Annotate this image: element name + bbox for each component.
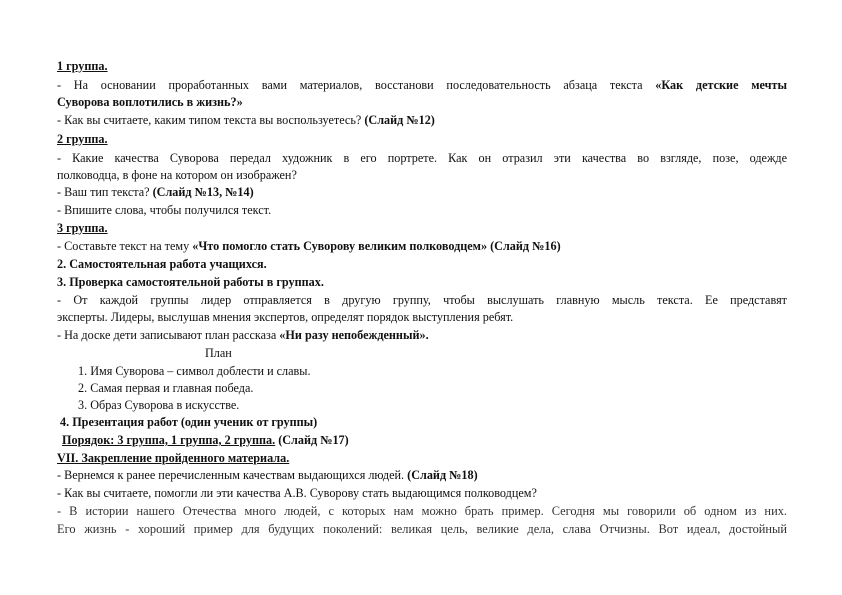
section7-return-line: - Вернемся к ранее перечисленным качествам выдающихся людей. (Слайд №18) xyxy=(57,468,478,482)
group2-heading: 2 группа. xyxy=(57,132,108,146)
group1-heading: 1 группа. xyxy=(57,59,108,73)
section3-text-line2: эксперты. Лидеры, выслушав мнения экспертов, определят порядок выступления ребят. xyxy=(57,310,514,324)
plan-item-3: 3. Образ Суворова в искусстве. xyxy=(78,398,240,412)
section7-question: - Как вы считаете, помогли ли эти качества А.В. Суворову стать выдающимся полководцем? xyxy=(57,486,537,500)
group1-task-line1: - На основании проработанных вами материалов, восстанови последовательность абзаца текста «Как детские мечты xyxy=(57,78,787,92)
group1-question: - Как вы считаете, каким типом текста вы воспользуетесь? (Слайд №12) xyxy=(57,113,435,127)
group2-task-line1: - Какие качества Суворова передал художник в его портрете. Как он отразил эти качества во взгляде, позе, одежде xyxy=(57,151,787,165)
section7-heading: VII. Закрепление пройденного материала. xyxy=(57,451,290,465)
group1-task-line2: Суворова воплотились в жизнь?» xyxy=(57,95,243,109)
section3-text-line1: - От каждой группы лидер отправляется в другую группу, чтобы выслушать главную мысль текста. Ее представят xyxy=(57,293,787,307)
group2-question: - Ваш тип текста? (Слайд №13, №14) xyxy=(57,185,254,199)
closing-text-line1: - В истории нашего Отечества много людей, с которых нам можно брать пример. Сегодня мы говорили об одном из них. xyxy=(57,504,787,518)
group2-instruction: - Впишите слова, чтобы получился текст. xyxy=(57,203,272,217)
section2-heading: 2. Самостоятельная работа учащихся. xyxy=(57,257,267,271)
section4-heading: 4. Презентация работ (один ученик от группы) xyxy=(60,415,318,429)
group3-task: - Составьте текст на тему «Что помогло стать Суворову великим полководцем» (Слайд №16) xyxy=(57,239,561,253)
plan-title: План xyxy=(205,346,232,360)
group3-heading: 3 группа. xyxy=(57,221,108,235)
group2-task-line2: полководца, в фоне на котором он изображен? xyxy=(57,168,297,182)
order-line: Порядок: 3 группа, 1 группа, 2 группа. (Слайд №17) xyxy=(62,433,349,447)
board-plan-line: - На доске дети записывают план рассказа «Ни разу непобежденный». xyxy=(57,328,429,342)
plan-item-2: 2. Самая первая и главная победа. xyxy=(78,381,254,395)
plan-item-1: 1. Имя Суворова – символ доблести и славы. xyxy=(78,364,311,378)
section3-heading: 3. Проверка самостоятельной работы в группах. xyxy=(57,275,324,289)
closing-text-line2: Его жизнь - хороший пример для будущих поколений: великая цель, великие дела, слава Отчизны. Вот идеал, достойный xyxy=(57,522,787,536)
